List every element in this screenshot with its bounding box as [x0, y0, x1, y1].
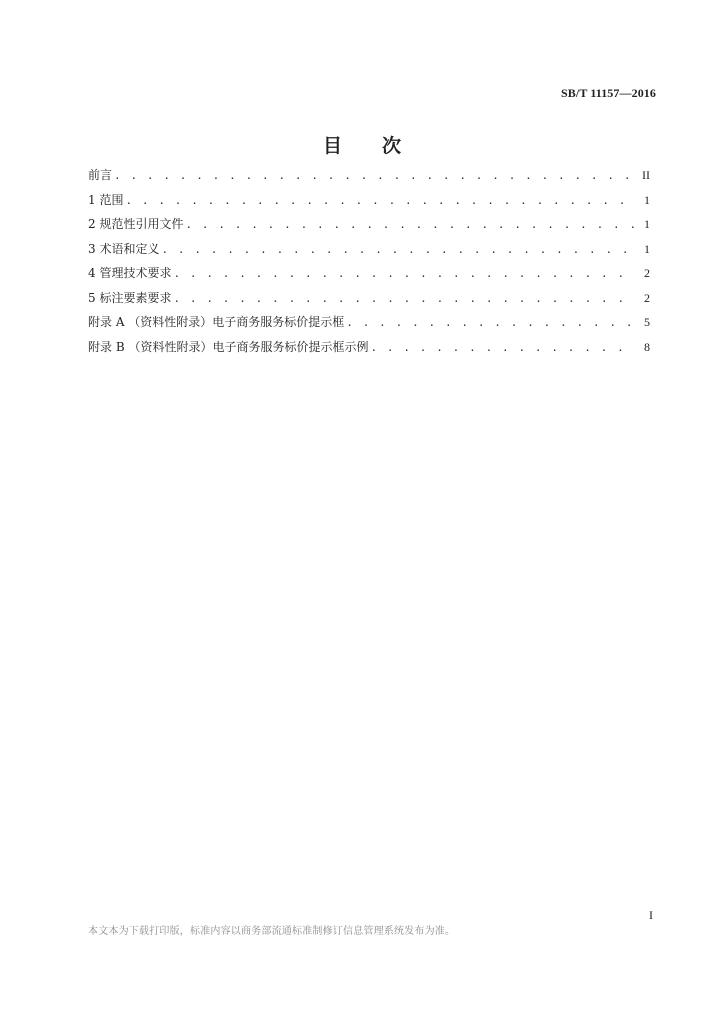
toc-entry-page: 5	[644, 315, 650, 329]
toc-entry-label: 附录 B （资料性附录）电子商务服务标价提示框示例	[88, 339, 369, 354]
page-number: I	[649, 908, 653, 922]
footer-note: 本文本为下载打印版，标准内容以商务部流通标准制修订信息管理系统发布为准。	[88, 926, 456, 937]
toc-entry-page: 8	[644, 339, 650, 354]
toc-entry-label: 前言	[88, 168, 113, 182]
toc-leader-dots	[173, 290, 636, 308]
toc-entry-label: 4 管理技术要求	[88, 266, 172, 280]
toc-entry-label: 附录 A （资料性附录）电子商务服务标价提示框	[88, 315, 345, 329]
toc-entry-label: 5 标注要素要求	[88, 290, 172, 305]
toc-leader-dots	[114, 167, 636, 185]
toc-entry-appendix-a[interactable]	[88, 313, 650, 338]
toc-entry-terms-definitions[interactable]	[88, 240, 650, 265]
toc-entry-management-requirements[interactable]	[88, 264, 650, 289]
toc-entry-label: 1 范围	[88, 192, 124, 207]
toc-leader-dots	[161, 241, 636, 259]
toc-title	[0, 131, 724, 158]
toc-leader-dots	[125, 192, 636, 210]
toc-entry-normative-references[interactable]	[88, 215, 650, 240]
toc-entry-appendix-b[interactable]	[88, 338, 650, 363]
table-of-contents	[88, 166, 650, 362]
toc-entry-page: 2	[644, 266, 650, 280]
toc-entry-label: 2 规范性引用文件	[88, 217, 184, 231]
toc-entry-scope[interactable]	[88, 191, 650, 216]
toc-entry-page: 1	[644, 241, 650, 256]
toc-entry-label: 3 术语和定义	[88, 241, 160, 256]
toc-leader-dots	[173, 265, 636, 283]
toc-entry-labeling-requirements[interactable]	[88, 289, 650, 314]
toc-entry-page: 1	[644, 217, 650, 231]
toc-title-char-2: 次	[382, 135, 402, 157]
toc-leader-dots	[185, 216, 636, 234]
toc-entry-page: 2	[644, 290, 650, 305]
standard-code: SB/T 11157—2016	[561, 86, 656, 100]
toc-leader-dots	[346, 314, 636, 332]
toc-title-char-1: 目	[322, 135, 342, 157]
toc-entry-page: II	[642, 168, 650, 182]
toc-entry-page: 1	[644, 192, 650, 207]
toc-leader-dots	[370, 339, 636, 357]
toc-entry-foreword[interactable]	[88, 166, 650, 191]
